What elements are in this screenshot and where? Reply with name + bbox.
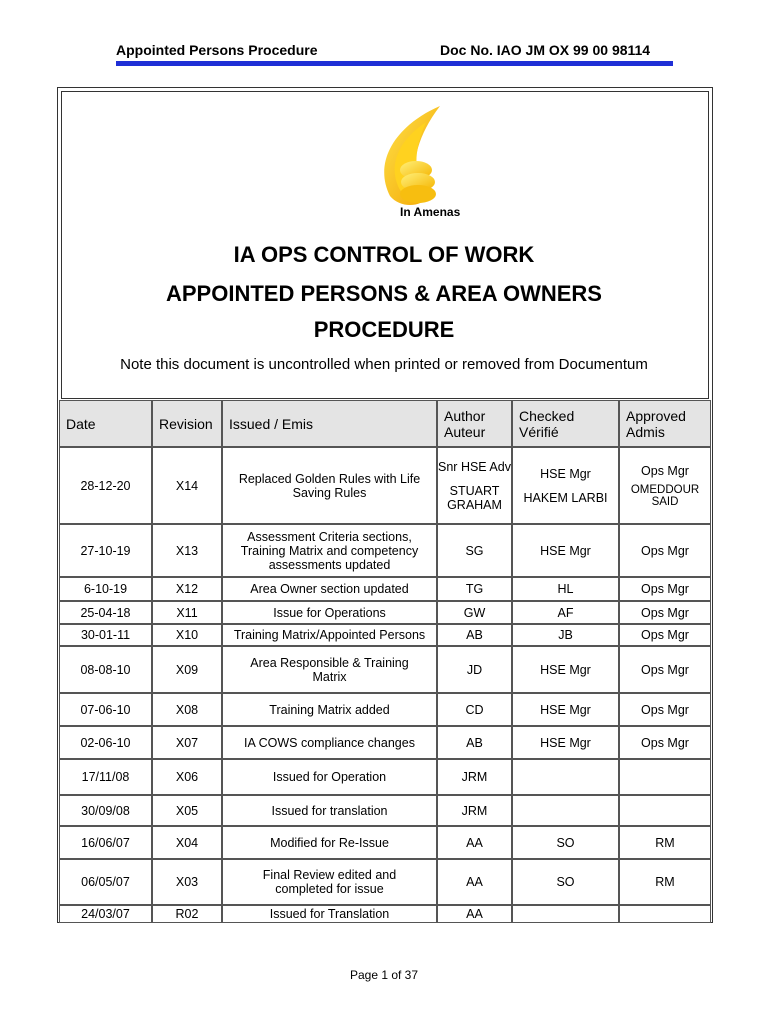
table-cell-approved: [619, 905, 711, 923]
table-cell-checked: HSE Mgr: [512, 693, 619, 726]
table-cell-rev: X10: [152, 624, 222, 646]
table-cell-author: AA: [437, 826, 512, 859]
table-cell-author: AA: [437, 859, 512, 905]
table-cell-issue: IA COWS compliance changes: [222, 726, 437, 759]
table-cell-approved: Ops Mgr: [619, 577, 711, 601]
table-cell-rev: X12: [152, 577, 222, 601]
header-issued: Issued / Emis: [222, 400, 437, 447]
table-cell-issue: Final Review edited and completed for issue: [222, 859, 437, 905]
table-cell-issue: Issued for Translation: [222, 905, 437, 923]
table-cell-rev: X08: [152, 693, 222, 726]
table-cell-date: 30-01-11: [59, 624, 152, 646]
table-cell-rev: X09: [152, 646, 222, 693]
header-approved: Approved Admis: [619, 400, 711, 447]
table-cell-rev: X11: [152, 601, 222, 624]
table-cell-issue: Training Matrix/Appointed Persons: [222, 624, 437, 646]
table-cell-approved: Ops Mgr: [619, 524, 711, 577]
table-cell-issue: Issued for translation: [222, 795, 437, 826]
table-cell-date: 06/05/07: [59, 859, 152, 905]
uncontrolled-note: Note this document is uncontrolled when printed or removed from Documentum: [120, 356, 648, 373]
cell-role: Snr HSE Adv: [438, 459, 511, 474]
table-cell-issue: Issue for Operations: [222, 601, 437, 624]
cell-person: OMEDDOUR SAID: [630, 483, 700, 508]
table-cell-date: 02-06-10: [59, 726, 152, 759]
table-cell-author: JRM: [437, 759, 512, 795]
table-cell-author: AA: [437, 905, 512, 923]
table-cell-issue: Replaced Golden Rules with Life Saving Rules: [222, 447, 437, 524]
table-cell-date: 6-10-19: [59, 577, 152, 601]
table-cell-date: 28-12-20: [59, 447, 152, 524]
cell-role: Ops Mgr: [641, 463, 689, 478]
table-cell-checked: [512, 447, 619, 524]
title-line-2: APPOINTED PERSONS & AREA OWNERS: [166, 281, 602, 306]
in-amenas-logo: [360, 104, 470, 216]
cell-person: STUART GRAHAM: [447, 483, 502, 512]
table-cell-checked: [512, 795, 619, 826]
table-cell-date: 07-06-10: [59, 693, 152, 726]
table-cell-issue: Training Matrix added: [222, 693, 437, 726]
table-cell-approved: Ops Mgr: [619, 601, 711, 624]
table-cell-rev: R02: [152, 905, 222, 923]
table-cell-author: [437, 447, 512, 524]
table-cell-author: TG: [437, 577, 512, 601]
table-cell-author: AB: [437, 624, 512, 646]
table-cell-checked: JB: [512, 624, 619, 646]
header-checked: Checked Vérifié: [512, 400, 619, 447]
table-cell-checked: HSE Mgr: [512, 524, 619, 577]
table-cell-checked: HL: [512, 577, 619, 601]
table-cell-date: 30/09/08: [59, 795, 152, 826]
table-cell-date: 08-08-10: [59, 646, 152, 693]
table-cell-issue: Area Responsible & Training Matrix: [222, 646, 437, 693]
table-cell-issue: Modified for Re-Issue: [222, 826, 437, 859]
table-cell-approved: RM: [619, 826, 711, 859]
table-cell-approved: [619, 795, 711, 826]
table-cell-checked: SO: [512, 826, 619, 859]
table-cell-date: 25-04-18: [59, 601, 152, 624]
table-cell-author: JRM: [437, 795, 512, 826]
table-cell-approved: Ops Mgr: [619, 624, 711, 646]
header-rule: [116, 61, 673, 66]
table-cell-issue: Issued for Operation: [222, 759, 437, 795]
table-cell-author: GW: [437, 601, 512, 624]
table-cell-rev: X07: [152, 726, 222, 759]
table-cell-date: 17/11/08: [59, 759, 152, 795]
table-cell-checked: HSE Mgr: [512, 646, 619, 693]
title-line-3: PROCEDURE: [313, 317, 455, 342]
title-line-1: IA OPS CONTROL OF WORK: [233, 242, 535, 267]
table-cell-checked: SO: [512, 859, 619, 905]
table-cell-rev: X05: [152, 795, 222, 826]
table-cell-rev: X03: [152, 859, 222, 905]
table-cell-checked: [512, 905, 619, 923]
header-author: Author Auteur: [437, 400, 512, 447]
table-cell-approved: [619, 759, 711, 795]
table-cell-author: JD: [437, 646, 512, 693]
table-cell-rev: X14: [152, 447, 222, 524]
table-cell-rev: X13: [152, 524, 222, 577]
table-cell-approved: Ops Mgr: [619, 726, 711, 759]
table-cell-issue: Assessment Criteria sections, Training Matrix and competency assessments updated: [222, 524, 437, 577]
table-cell-rev: X06: [152, 759, 222, 795]
table-cell-rev: X04: [152, 826, 222, 859]
table-cell-date: 16/06/07: [59, 826, 152, 859]
logo-text: In Amenas: [400, 205, 461, 216]
table-cell-date: 27-10-19: [59, 524, 152, 577]
table-cell-approved: [619, 447, 711, 524]
table-cell-checked: HSE Mgr: [512, 726, 619, 759]
header-title: Appointed Persons Procedure: [116, 42, 318, 58]
cell-role: HSE Mgr: [540, 466, 591, 481]
table-cell-checked: AF: [512, 601, 619, 624]
table-cell-checked: [512, 759, 619, 795]
table-cell-approved: Ops Mgr: [619, 646, 711, 693]
table-cell-approved: RM: [619, 859, 711, 905]
table-cell-date: 24/03/07: [59, 905, 152, 923]
header-date: Date: [59, 400, 152, 447]
header-revision: Revision: [152, 400, 222, 447]
page-number: Page 1 of 37: [349, 968, 419, 982]
table-cell-author: AB: [437, 726, 512, 759]
table-cell-author: SG: [437, 524, 512, 577]
table-cell-approved: Ops Mgr: [619, 693, 711, 726]
table-cell-author: CD: [437, 693, 512, 726]
cell-person: HAKEM LARBI: [523, 490, 608, 505]
table-cell-issue: Area Owner section updated: [222, 577, 437, 601]
header-doc-number: Doc No. IAO JM OX 99 00 98114: [440, 42, 651, 58]
